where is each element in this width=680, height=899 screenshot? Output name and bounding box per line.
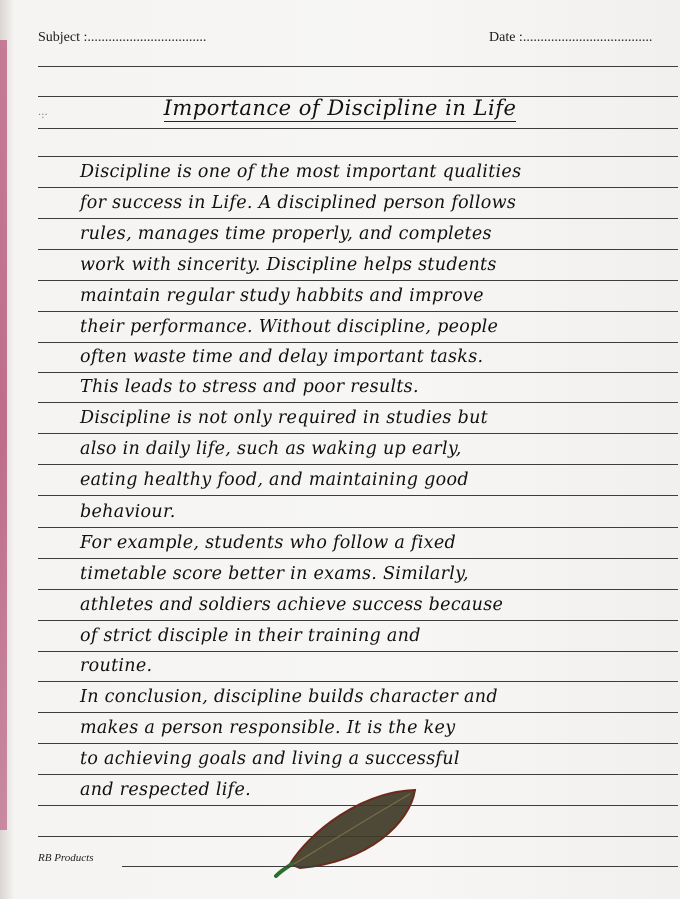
essay-line: timetable score better in exams. Similarly, — [80, 564, 469, 584]
ruled-line — [38, 280, 678, 281]
ruled-line — [38, 712, 678, 713]
essay-line: Discipline is not only required in studies but — [80, 408, 488, 428]
ruled-line — [38, 187, 678, 188]
essay-line: eating healthy food, and maintaining good — [80, 470, 469, 490]
ruled-line — [38, 743, 678, 744]
essay-line: routine. — [80, 656, 153, 676]
essay-line: often waste time and delay important tasks. — [80, 347, 484, 367]
ruled-line — [38, 218, 678, 219]
page-header — [38, 30, 672, 50]
date-field: Date :..................................... — [489, 30, 653, 45]
essay-line: This leads to stress and poor results. — [80, 377, 419, 397]
ruled-line — [38, 681, 678, 682]
ruled-line — [38, 495, 678, 496]
subject-field: Subject :.................................. — [38, 30, 207, 45]
essay-line: athletes and soldiers achieve success because — [80, 595, 504, 615]
essay-line: Discipline is one of the most important qualities — [80, 162, 522, 182]
ruled-line — [38, 558, 678, 559]
essay-line: work with sincerity. Discipline helps students — [80, 255, 497, 275]
page-title — [0, 96, 680, 120]
ruled-line — [38, 311, 678, 312]
essay-line: behaviour. — [80, 502, 176, 522]
notebook-binding — [0, 40, 7, 830]
ruled-line — [38, 464, 678, 465]
essay-line: of strict disciple in their training and — [80, 626, 421, 646]
essay-line: For example, students who follow a fixed — [80, 533, 457, 553]
essay-line: maintain regular study habbits and improve — [80, 286, 484, 306]
ruled-line — [38, 589, 678, 590]
essay-line: and respected life. — [80, 780, 251, 800]
ruled-line — [38, 433, 678, 434]
essay-line: for success in Life. A disciplined person follows — [80, 193, 517, 213]
margin-mark: ·:· — [38, 110, 48, 121]
brand-mark: RB Products — [38, 852, 94, 864]
ruled-line — [38, 66, 678, 67]
essay-line: makes a person responsible. It is the key — [80, 718, 456, 738]
ruled-line — [38, 527, 678, 528]
essay-line: their performance. Without discipline, people — [80, 317, 499, 337]
essay-line: In conclusion, discipline builds character and — [80, 687, 498, 707]
ruled-line — [38, 620, 678, 621]
ruled-line — [38, 249, 678, 250]
ruled-line — [38, 128, 678, 129]
essay-line: rules, manages time properly, and completes — [80, 224, 492, 244]
ruled-line — [38, 156, 678, 157]
title-text: Importance of Discipline in Life — [163, 96, 517, 120]
leaf-image — [270, 772, 430, 892]
ruled-line — [38, 402, 678, 403]
essay-line: to achieving goals and living a successful — [80, 749, 460, 769]
footer-rule — [122, 866, 678, 867]
essay-line: also in daily life, such as waking up early, — [80, 439, 462, 459]
